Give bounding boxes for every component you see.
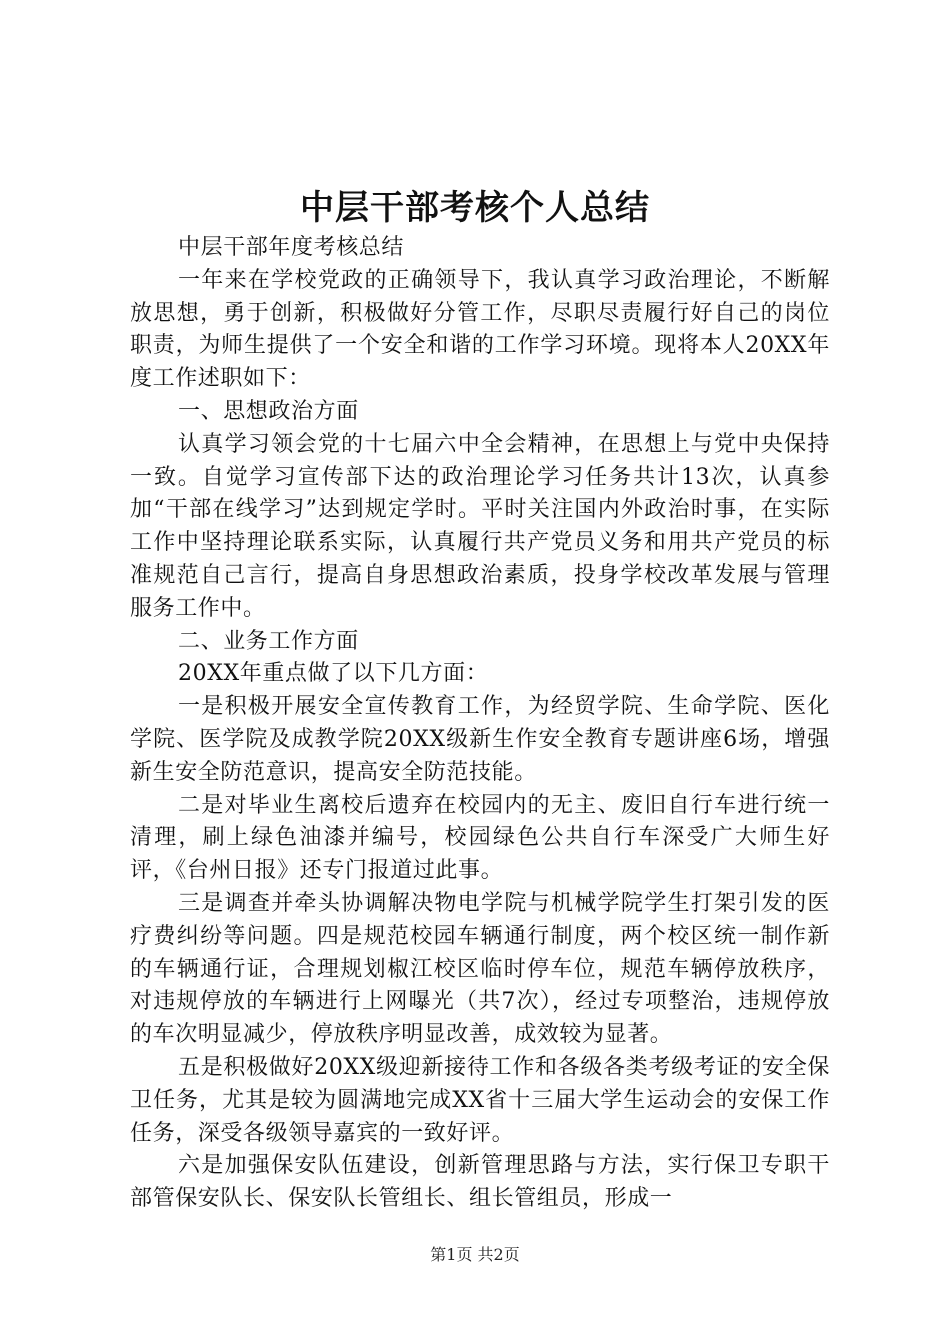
work-item-3-4-paragraph: 三是调查并牵头协调解决物电学院与机械学院学生打架引发的医疗费纠纷等问题。四是规范校园车辆通行制度，两个校区统一制作新的车辆通行证，合理规划椒江校区临时停车位，规范车辆停放秩序，对违规停放的车辆进行上网曝光（共7次），经过专项整治，违规停放的车次明显减少，停放秩序明显改善，成效较为显著。: [130, 890, 830, 1048]
work-item-6-paragraph: 六是加强保安队伍建设，创新管理思路与方法，实行保卫专职干部管保安队长、保安队长管组长、组长管组员，形成一: [130, 1153, 830, 1212]
section-heading-politics: 一、思想政治方面: [178, 398, 359, 424]
intro-paragraph: 一年来在学校党政的正确领导下，我认真学习政治理论，不断解放思想，勇于创新，积极做好分管工作，尽职尽责履行好自己的岗位职责，为师生提供了一个安全和谐的工作学习环境。现将本人20XX年度工作述职如下：: [130, 267, 830, 392]
work-intro-paragraph: 20XX年重点做了以下几方面：: [178, 661, 489, 687]
document-body: [130, 232, 830, 1216]
politics-paragraph: 认真学习领会党的十七届六中全会精神，在思想上与党中央保持一致。自觉学习宣传部下达的政治理论学习任务共计13次，认真参加“干部在线学习”达到规定学时。平时关注国内外政治时事，在实际工作中坚持理论联系实际，认真履行共产党员义务和用共产党员的标准规范自己言行，提高自身思想政治素质，投身学校改革发展与管理服务工作中。: [130, 431, 830, 621]
document-title: 中层干部考核个人总结: [300, 188, 650, 228]
section-heading-work: 二、业务工作方面: [178, 628, 359, 654]
work-item-5-paragraph: 五是积极做好20XX级迎新接待工作和各级各类考级考证的安全保卫任务，尤其是较为圆满地完成XX省十三届大学生运动会的安保工作任务，深受各级领导嘉宾的一致好评。: [130, 1054, 830, 1146]
subtitle-paragraph: 中层干部年度考核总结: [178, 235, 405, 260]
work-item-1-paragraph: 一是积极开展安全宣传教育工作，为经贸学院、生命学院、医化学院、医学院及成教学院20XX级新生作安全教育专题讲座6场，增强新生安全防范意识，提高安全防范技能。: [130, 694, 830, 785]
page-number-footer: 第1页 共2页: [430, 1245, 520, 1264]
work-item-2-paragraph: 二是对毕业生离校后遗弃在校园内的无主、废旧自行车进行统一清理，刷上绿色油漆并编号，校园绿色公共自行车深受广大师生好评，《台州日报》还专门报道过此事。: [130, 792, 830, 884]
